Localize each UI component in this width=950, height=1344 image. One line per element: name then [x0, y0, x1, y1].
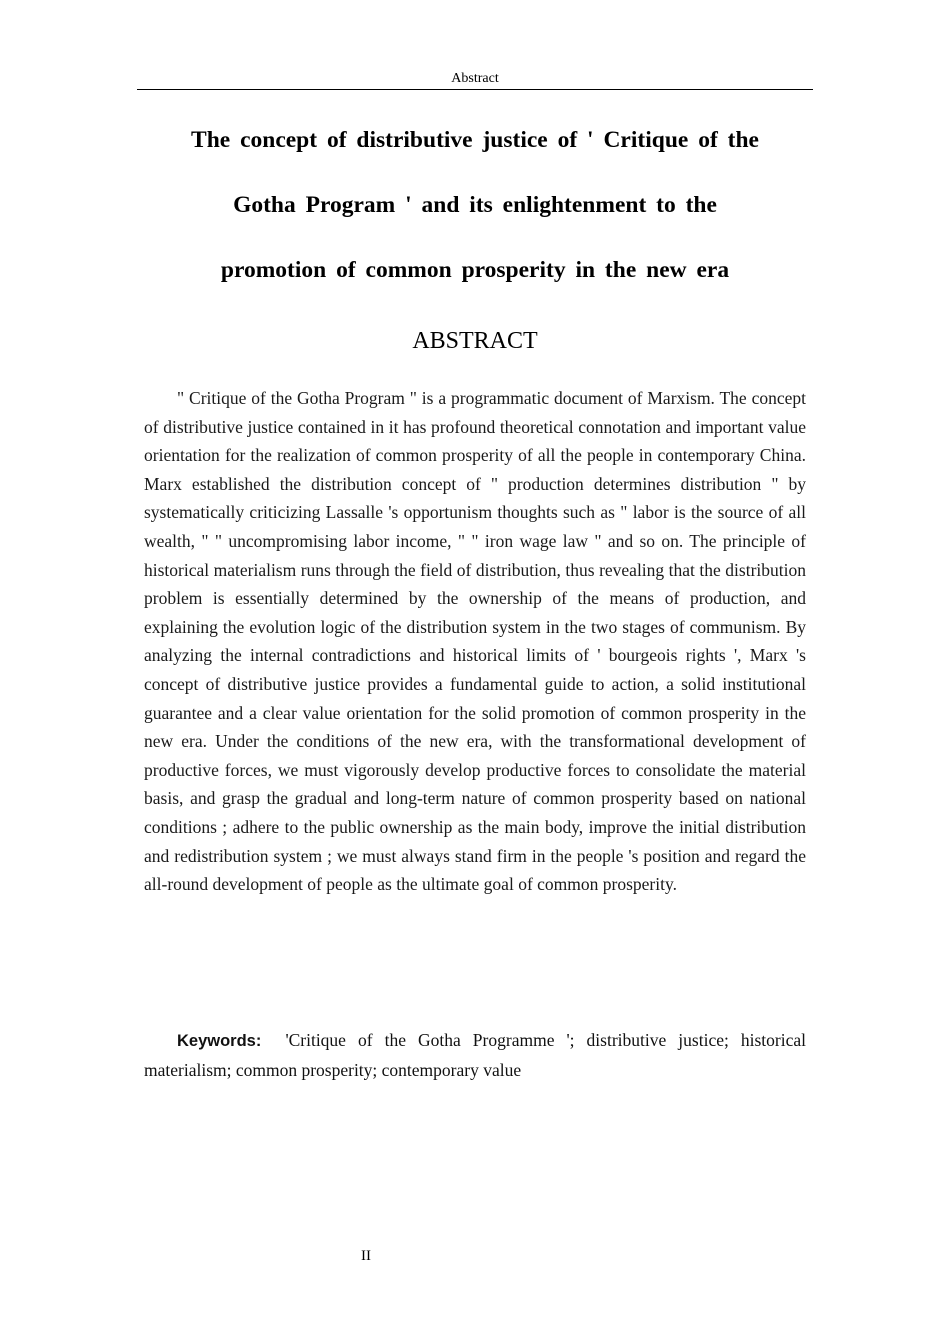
paper-title-line-3: promotion of common prosperity in the new era	[220, 257, 730, 283]
abstract-body: " Critique of the Gotha Program " is a programmatic document of Marxism. The concept of distributive justice contained in it has profound theoretical connotation and important value orientation for the realization of common prosperity of all the people in contemporary China. Marx established the distribution concept of " production determines distribution " by systematically criticizing Lassalle 's opportunism thoughts such as " labor is the source of all wealth, " " uncompromising labor income, " " iron wage law " and so on. The principle of historical materialism runs through the field of distribution, thus revealing that the distribution problem is essentially determined by the ownership of the means of production, and explaining the evolution logic of the distribution system in the two stages of communism. By analyzing the internal contradictions and historical limits of ' bourgeois rights ', Marx 's concept of distributive justice provides a fundamental guide to action, a solid institutional guarantee and a clear value orientation for the solid promotion of common prosperity in the new era. Under the conditions of the new era, with the transformational development of productive forces, we must vigorously develop productive forces to consolidate the material basis, and grasp the gradual and long-term nature of common prosperity based on national conditions ; adhere to the public ownership as the main body, improve the initial distribution and redistribution system ; we must always stand firm in the people 's position and regard the all-round development of people as the ultimate goal of common prosperity.	[144, 388, 806, 895]
paper-title-line-2: Gotha Program ' and its enlightenment to the	[233, 192, 717, 218]
keywords-label: Keywords:	[177, 1032, 262, 1050]
page-number: II	[361, 1248, 371, 1264]
running-header: Abstract	[451, 71, 499, 86]
keywords-text: 'Critique of the Gotha Programme '; distributive justice; historical materialism; common prosperity; contemporary value	[144, 1030, 806, 1080]
keywords-paragraph	[144, 1026, 806, 1085]
abstract-heading: ABSTRACT	[412, 328, 538, 354]
paper-title-line-1: The concept of distributive justice of ' Critique of the	[191, 127, 759, 153]
paper-title	[140, 108, 810, 303]
header-rule	[137, 89, 813, 90]
